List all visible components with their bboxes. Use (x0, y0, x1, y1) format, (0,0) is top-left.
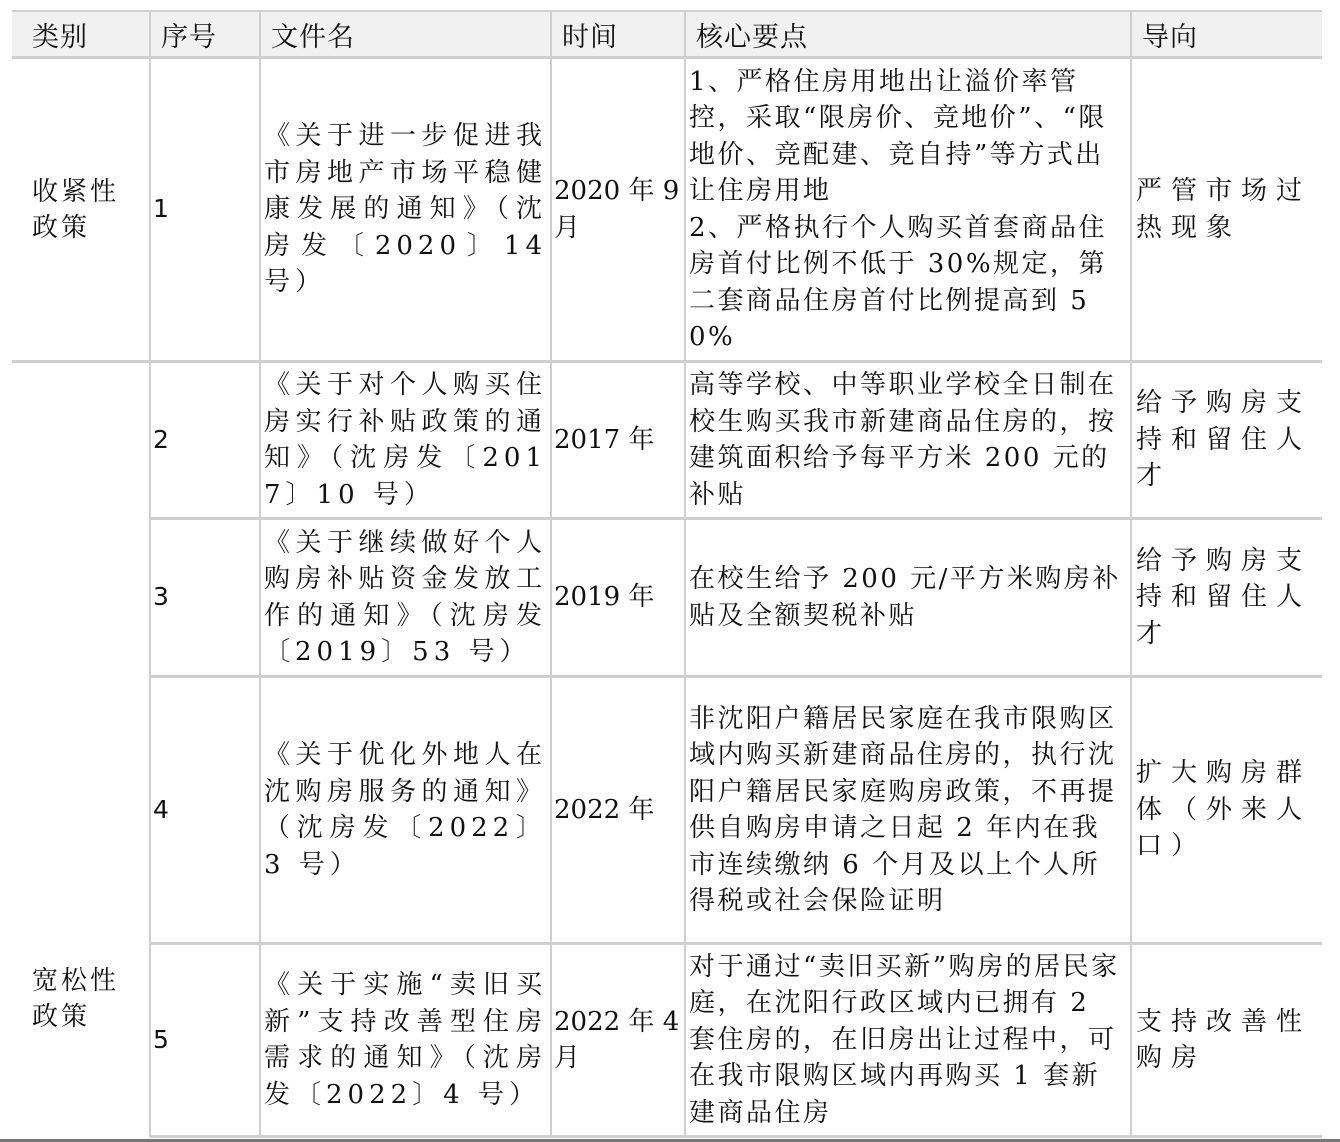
key-points-cell (685, 58, 1131, 362)
key-points-cell: 非沈阳户籍居民家庭在我市限购区域内购买新建商品住房的，执行沈阳户籍居民家庭购房政策，不再提供自购房申请之日起 2 年内在我市连续缴纳 6 个月及以上个人所得税或社会保险证明 (685, 677, 1131, 944)
time-cell: 2022 年 4 月 (551, 944, 685, 1137)
category-label-line1: 宽松性 (32, 965, 120, 996)
time-cell: 2017 年 (551, 362, 685, 519)
category-cell-loosening (12, 362, 150, 1137)
row-number: 1 (150, 58, 260, 362)
direction-cell: 扩大购房群体（外来人口） (1131, 677, 1322, 944)
file-name-cell: 《关于进一步促进我市房地产市场平稳健康发展的通知》（沈房发〔2020〕14号） (260, 58, 551, 362)
category-label-line1: 收紧性 (32, 176, 120, 207)
key-points-cell: 对于通过“卖旧买新”购房的居民家庭，在沈阳行政区域内已拥有 2 套住房的，在旧房出让过程中，可在我市限购区域内再购买 1 套新建商品住房 (685, 944, 1131, 1137)
category-label-line2: 政策 (32, 212, 91, 243)
table-row (12, 519, 1322, 677)
row-number: 2 (150, 362, 260, 519)
header-number: 序号 (150, 11, 260, 58)
table-header-row (12, 11, 1322, 58)
table-row (12, 944, 1322, 1137)
header-file-name: 文件名 (260, 11, 551, 58)
key-point-2: 2、严格执行个人购买首套商品住房首付比例不低于 30%规定，第二套商品住房首付比例提高到 50% (689, 212, 1108, 352)
time-cell: 2022 年 (551, 677, 685, 944)
direction-cell: 支持改善性购房 (1131, 944, 1322, 1137)
row-number: 3 (150, 519, 260, 677)
file-name-cell: 《关于继续做好个人购房补贴资金发放工作的通知》（沈房发〔2019〕53 号） (260, 519, 551, 677)
header-direction: 导向 (1131, 11, 1322, 58)
row-number: 5 (150, 944, 260, 1137)
direction-cell: 给予购房支持和留住人才 (1131, 519, 1322, 677)
file-name-cell: 《关于优化外地人在沈购房服务的通知》（沈房发〔2022〕3 号） (260, 677, 551, 944)
header-time: 时间 (551, 11, 685, 58)
time-cell: 2020 年 9 月 (551, 58, 685, 362)
key-points-cell: 在校生给予 200 元/平方米购房补贴及全额契税补贴 (685, 519, 1131, 677)
header-category: 类别 (12, 11, 150, 58)
category-cell-tightening (12, 58, 150, 362)
header-key-points: 核心要点 (685, 11, 1131, 58)
key-points-cell: 高等学校、中等职业学校全日制在校生购买我市新建商品住房的，按建筑面积给予每平方米 200 元的补贴 (685, 362, 1131, 519)
table-row (12, 58, 1322, 362)
time-cell: 2019 年 (551, 519, 685, 677)
table-row (12, 677, 1322, 944)
file-name-cell: 《关于实施“卖旧买新”支持改善型住房需求的通知》（沈房发〔2022〕4 号） (260, 944, 551, 1137)
direction-cell: 给予购房支持和留住人才 (1131, 362, 1322, 519)
table-row (12, 362, 1322, 519)
key-point-1: 1、严格住房用地出让溢价率管控，采取“限房价、竞地价”、“限地价、竞配建、竞自持”等方式出让住房用地 (689, 66, 1107, 206)
direction-cell: 严管市场过热现象 (1131, 58, 1322, 362)
file-name-cell: 《关于对个人购买住房实行补贴政策的通知》（沈房发〔2017〕10 号） (260, 362, 551, 519)
row-number: 4 (150, 677, 260, 944)
policy-table (12, 10, 1322, 1138)
category-label-line2: 政策 (32, 1001, 91, 1032)
